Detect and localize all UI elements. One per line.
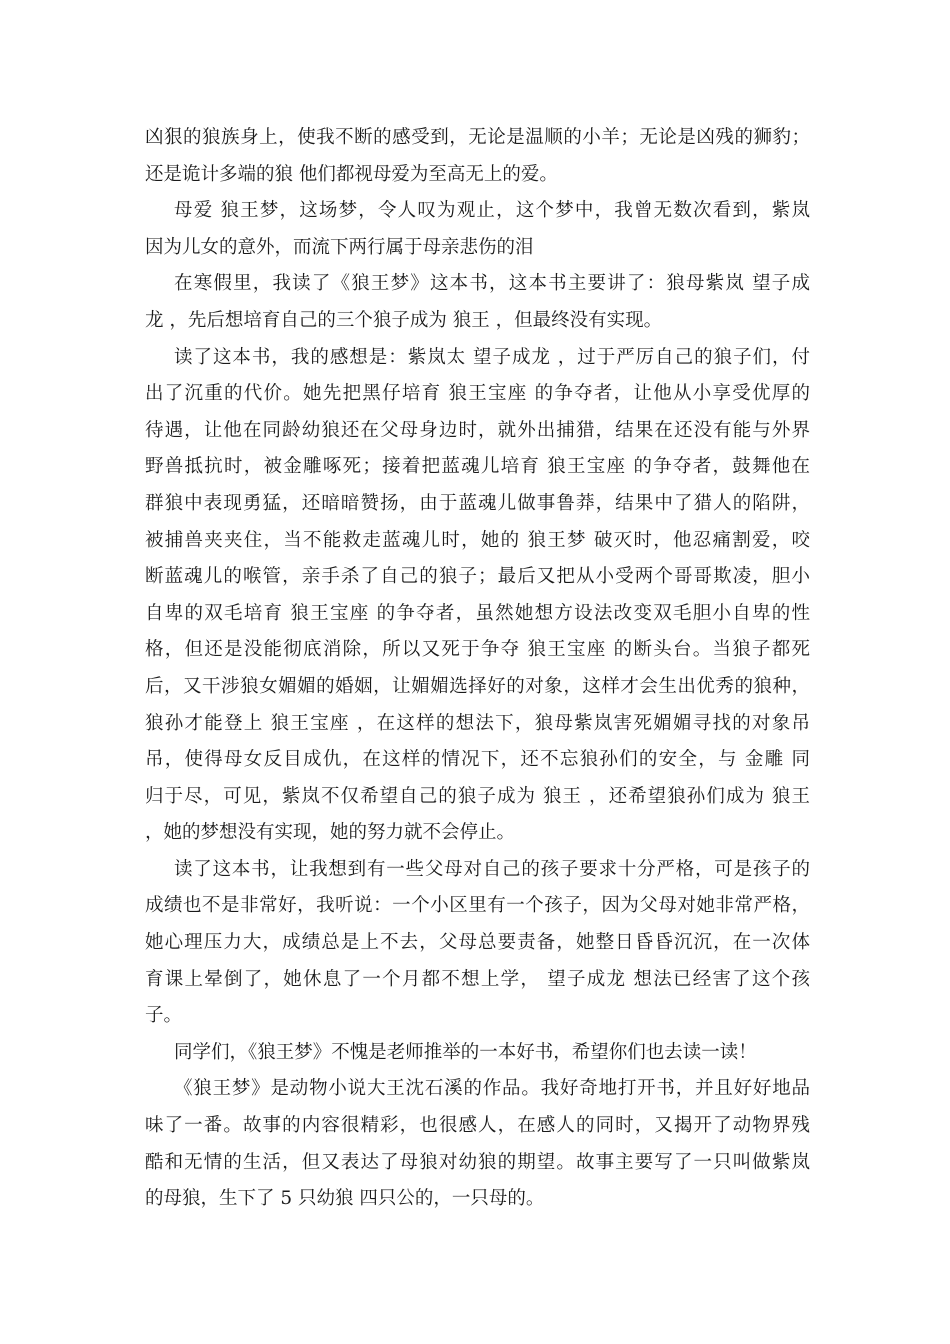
text-line: 育课上晕倒了，她休息了一个月都不想上学， 望子成龙 想法已经害了这个孩 [145, 968, 810, 990]
text-line: 母爱 狼王梦，这场梦，令人叹为观止，这个梦中，我曾无数次看到，紫岚 [174, 200, 810, 222]
paragraph [145, 340, 810, 852]
paragraph [145, 1035, 810, 1072]
text-line: 断蓝魂儿的喉管，亲手杀了自己的狼子；最后又把从小受两个哥哥欺凌，胆小 [145, 566, 810, 588]
text-line: 出了沉重的代价。她先把黑仔培育 狼王宝座 的争夺者，让他从小享受优厚的 [145, 383, 810, 405]
text-line: ，她的梦想没有实现，她的努力就不会停止。 [145, 822, 516, 844]
text-line: 读了这本书，让我想到有一些父母对自己的孩子要求十分严格，可是孩子的 [174, 858, 810, 880]
article-body [145, 120, 810, 1218]
text-line: 酷和无情的生活，但又表达了母狼对幼狼的期望。故事主要写了一只叫做紫岚 [145, 1151, 810, 1173]
text-line: 狼孙才能登上 狼王宝座 ，在这样的想法下，狼母紫岚害死媚媚寻找的对象吊 [145, 712, 810, 734]
paragraph [145, 1071, 810, 1217]
text-line: 因为儿女的意外，而流下两行属于母亲悲伤的泪 [145, 236, 534, 258]
text-line: 被捕兽夹夹住，当不能救走蓝魂儿时，她的 狼王梦 破灭时，他忍痛割爱，咬 [145, 529, 810, 551]
text-line: 吊，使得母女反目成仇，在这样的情况下，还不忘狼孙们的安全，与 金雕 同 [145, 749, 810, 771]
text-line: 读了这本书，我的感想是：紫岚太 望子成龙 ，过于严厉自己的狼子们，付 [174, 346, 810, 368]
text-line: 后，又干涉狼女媚媚的婚姻，让媚媚选择好的对象，这样才会生出优秀的狼种， [145, 675, 810, 697]
paragraph [145, 193, 810, 266]
text-line: 野兽抵抗时，被金雕啄死；接着把蓝魂儿培育 狼王宝座 的争夺者，鼓舞他在 [145, 456, 810, 478]
text-line: 味了一番。故事的内容很精彩，也很感人，在感人的同时，又揭开了动物界残 [145, 1115, 810, 1137]
text-line: 在寒假里，我读了《狼王梦》这本书，这本书主要讲了：狼母紫岚 望子成 [174, 273, 810, 295]
paragraph [145, 120, 810, 193]
text-line: 子。 [145, 1005, 183, 1027]
text-line: 龙 ，先后想培育自己的三个狼子成为 狼王 ，但最终没有实现。 [145, 309, 663, 331]
text-line: 自卑的双毛培育 狼王宝座 的争夺者，虽然她想方设法改变双毛胆小自卑的性 [145, 602, 810, 624]
text-line: 凶狠的狼族身上，使我不断的感受到，无论是温顺的小羊；无论是凶残的狮豹； [145, 127, 810, 148]
paragraph [145, 852, 810, 1035]
text-line: 成绩也不是非常好，我听说：一个小区里有一个孩子，因为父母对她非常严格， [145, 895, 810, 917]
text-line: 还是诡计多端的狼 他们都视母爱为至高无上的爱。 [145, 163, 558, 185]
text-line: 《狼王梦》是动物小说大王沈石溪的作品。我好奇地打开书，并且好好地品 [174, 1078, 810, 1100]
text-line: 同学们，《狼王梦》不愧是老师推举的一本好书，希望你们也去读一读！ [174, 1041, 757, 1063]
text-line: 待遇，让他在同龄幼狼还在父母身边时，就外出捕猎，结果在还没有能与外界 [145, 419, 810, 441]
text-line: 她心理压力大，成绩总是上不去，父母总要责备，她整日昏昏沉沉，在一次体 [145, 932, 810, 954]
text-line: 格，但还是没能彻底消除，所以又死于争夺 狼王宝座 的断头台。当狼子都死 [145, 639, 810, 661]
text-line: 的母狼，生下了 5 只幼狼 四只公的，一只母的。 [145, 1188, 545, 1210]
text-line: 群狼中表现勇猛，还暗暗赞扬，由于蓝魂儿做事鲁莽，结果中了猎人的陷阱， [145, 492, 810, 514]
text-line: 归于尽，可见，紫岚不仅希望自己的狼子成为 狼王 ，还希望狼孙们成为 狼王 [145, 785, 810, 807]
paragraph [145, 266, 810, 339]
